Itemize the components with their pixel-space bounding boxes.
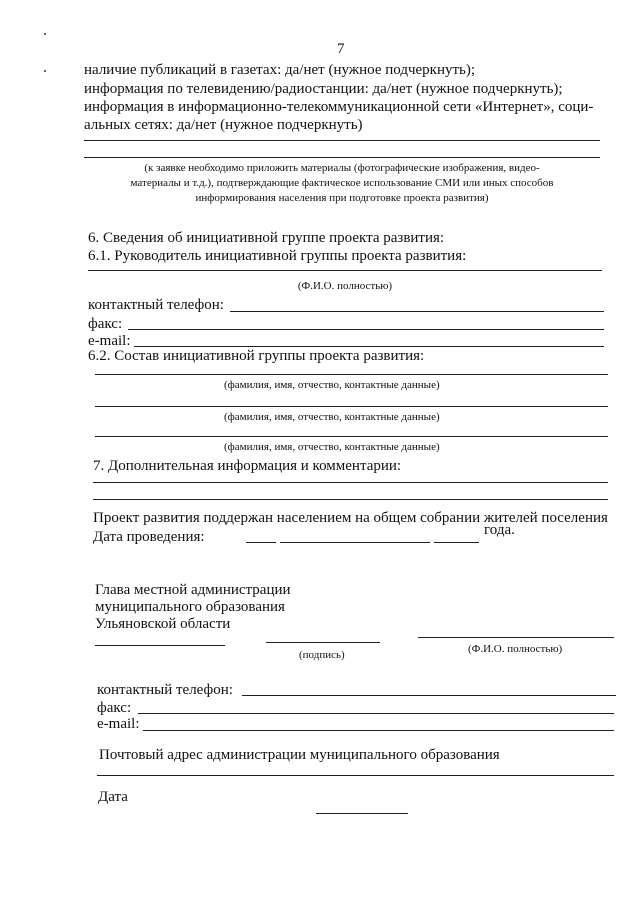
media-internet-line: информация в информационно-телекоммуникационной сети «Интернет», соци- <box>84 99 594 115</box>
head-signature-field[interactable] <box>266 642 380 643</box>
head-title-line-3: Ульяновской области <box>95 616 231 632</box>
member-field-3[interactable] <box>95 436 608 437</box>
member-field-2[interactable] <box>95 406 608 407</box>
media-blank-line-1[interactable] <box>84 140 600 141</box>
member-field-1[interactable] <box>95 374 608 375</box>
admin-fax-field[interactable] <box>138 713 614 714</box>
comments-field-1[interactable] <box>93 482 608 483</box>
media-note-line-2: материалы и т.д.), подтверждающие фактическое использование СМИ или иных способов <box>130 177 554 189</box>
section-6-2-heading: 6.2. Состав инициативной группы проекта развития: <box>88 348 425 364</box>
leader-phone-label: контактный телефон: <box>88 297 224 313</box>
year-suffix: года. <box>484 522 515 538</box>
scan-speck <box>44 33 46 35</box>
meeting-year-field[interactable] <box>434 542 479 543</box>
postal-address-label: Почтовый адрес администрации муниципального образования <box>99 747 500 763</box>
head-fio-field[interactable] <box>418 637 614 638</box>
section-6-1-heading: 6.1. Руководитель инициативной группы проекта развития: <box>88 248 467 264</box>
member-caption-3: (фамилия, имя, отчество, контактные данные) <box>224 441 440 453</box>
meeting-month-field[interactable] <box>280 542 430 543</box>
signature-caption: (подпись) <box>299 649 345 661</box>
comments-field-2[interactable] <box>93 499 608 500</box>
member-caption-2: (фамилия, имя, отчество, контактные данные) <box>224 411 440 423</box>
media-blank-line-2[interactable] <box>84 157 600 158</box>
leader-phone-field[interactable] <box>230 311 604 312</box>
page-number: 7 <box>337 41 345 57</box>
support-statement: Проект развития поддержан населением на общем собрании жителей поселения <box>93 510 608 526</box>
head-title-line-2: муниципального образования <box>95 599 285 615</box>
head-fio-caption: (Ф.И.О. полностью) <box>468 643 563 655</box>
member-caption-1: (фамилия, имя, отчество, контактные данные) <box>224 379 440 391</box>
leader-fax-field[interactable] <box>128 329 604 330</box>
admin-email-label: e-mail: <box>97 716 140 732</box>
leader-fax-label: факс: <box>88 316 123 332</box>
admin-email-field[interactable] <box>143 730 614 731</box>
postal-address-field[interactable] <box>97 775 614 776</box>
date-label: Дата <box>98 789 128 805</box>
admin-phone-label: контактный телефон: <box>97 682 233 698</box>
meeting-date-label: Дата проведения: <box>93 529 205 545</box>
leader-email-field[interactable] <box>134 346 604 347</box>
media-tv-radio-line: информация по телевидению/радиостанции: да/нет (нужное подчеркнуть); <box>84 81 563 97</box>
media-note-line-3: информирования населения при подготовке проекта развития) <box>195 192 489 204</box>
head-extra-field[interactable] <box>95 645 225 646</box>
media-note-line-1: (к заявке необходимо приложить материалы (фотографические изображения, видео- <box>144 162 540 174</box>
media-newspapers-line: наличие публикаций в газетах: да/нет (нужное подчеркнуть); <box>84 62 476 78</box>
admin-phone-field[interactable] <box>242 695 616 696</box>
media-social-line: альных сетях: да/нет (нужное подчеркнуть) <box>84 117 363 133</box>
scan-speck <box>44 70 46 72</box>
head-title-line-1: Глава местной администрации <box>95 582 291 598</box>
admin-fax-label: факс: <box>97 700 132 716</box>
section-7-heading: 7. Дополнительная информация и комментарии: <box>93 458 402 474</box>
date-field[interactable] <box>316 813 408 814</box>
leader-fio-field[interactable] <box>88 270 602 271</box>
section-6-heading: 6. Сведения об инициативной группе проекта развития: <box>88 230 445 246</box>
meeting-day-field[interactable] <box>246 542 276 543</box>
leader-email-label: e-mail: <box>88 333 131 349</box>
leader-fio-caption: (Ф.И.О. полностью) <box>297 280 393 292</box>
